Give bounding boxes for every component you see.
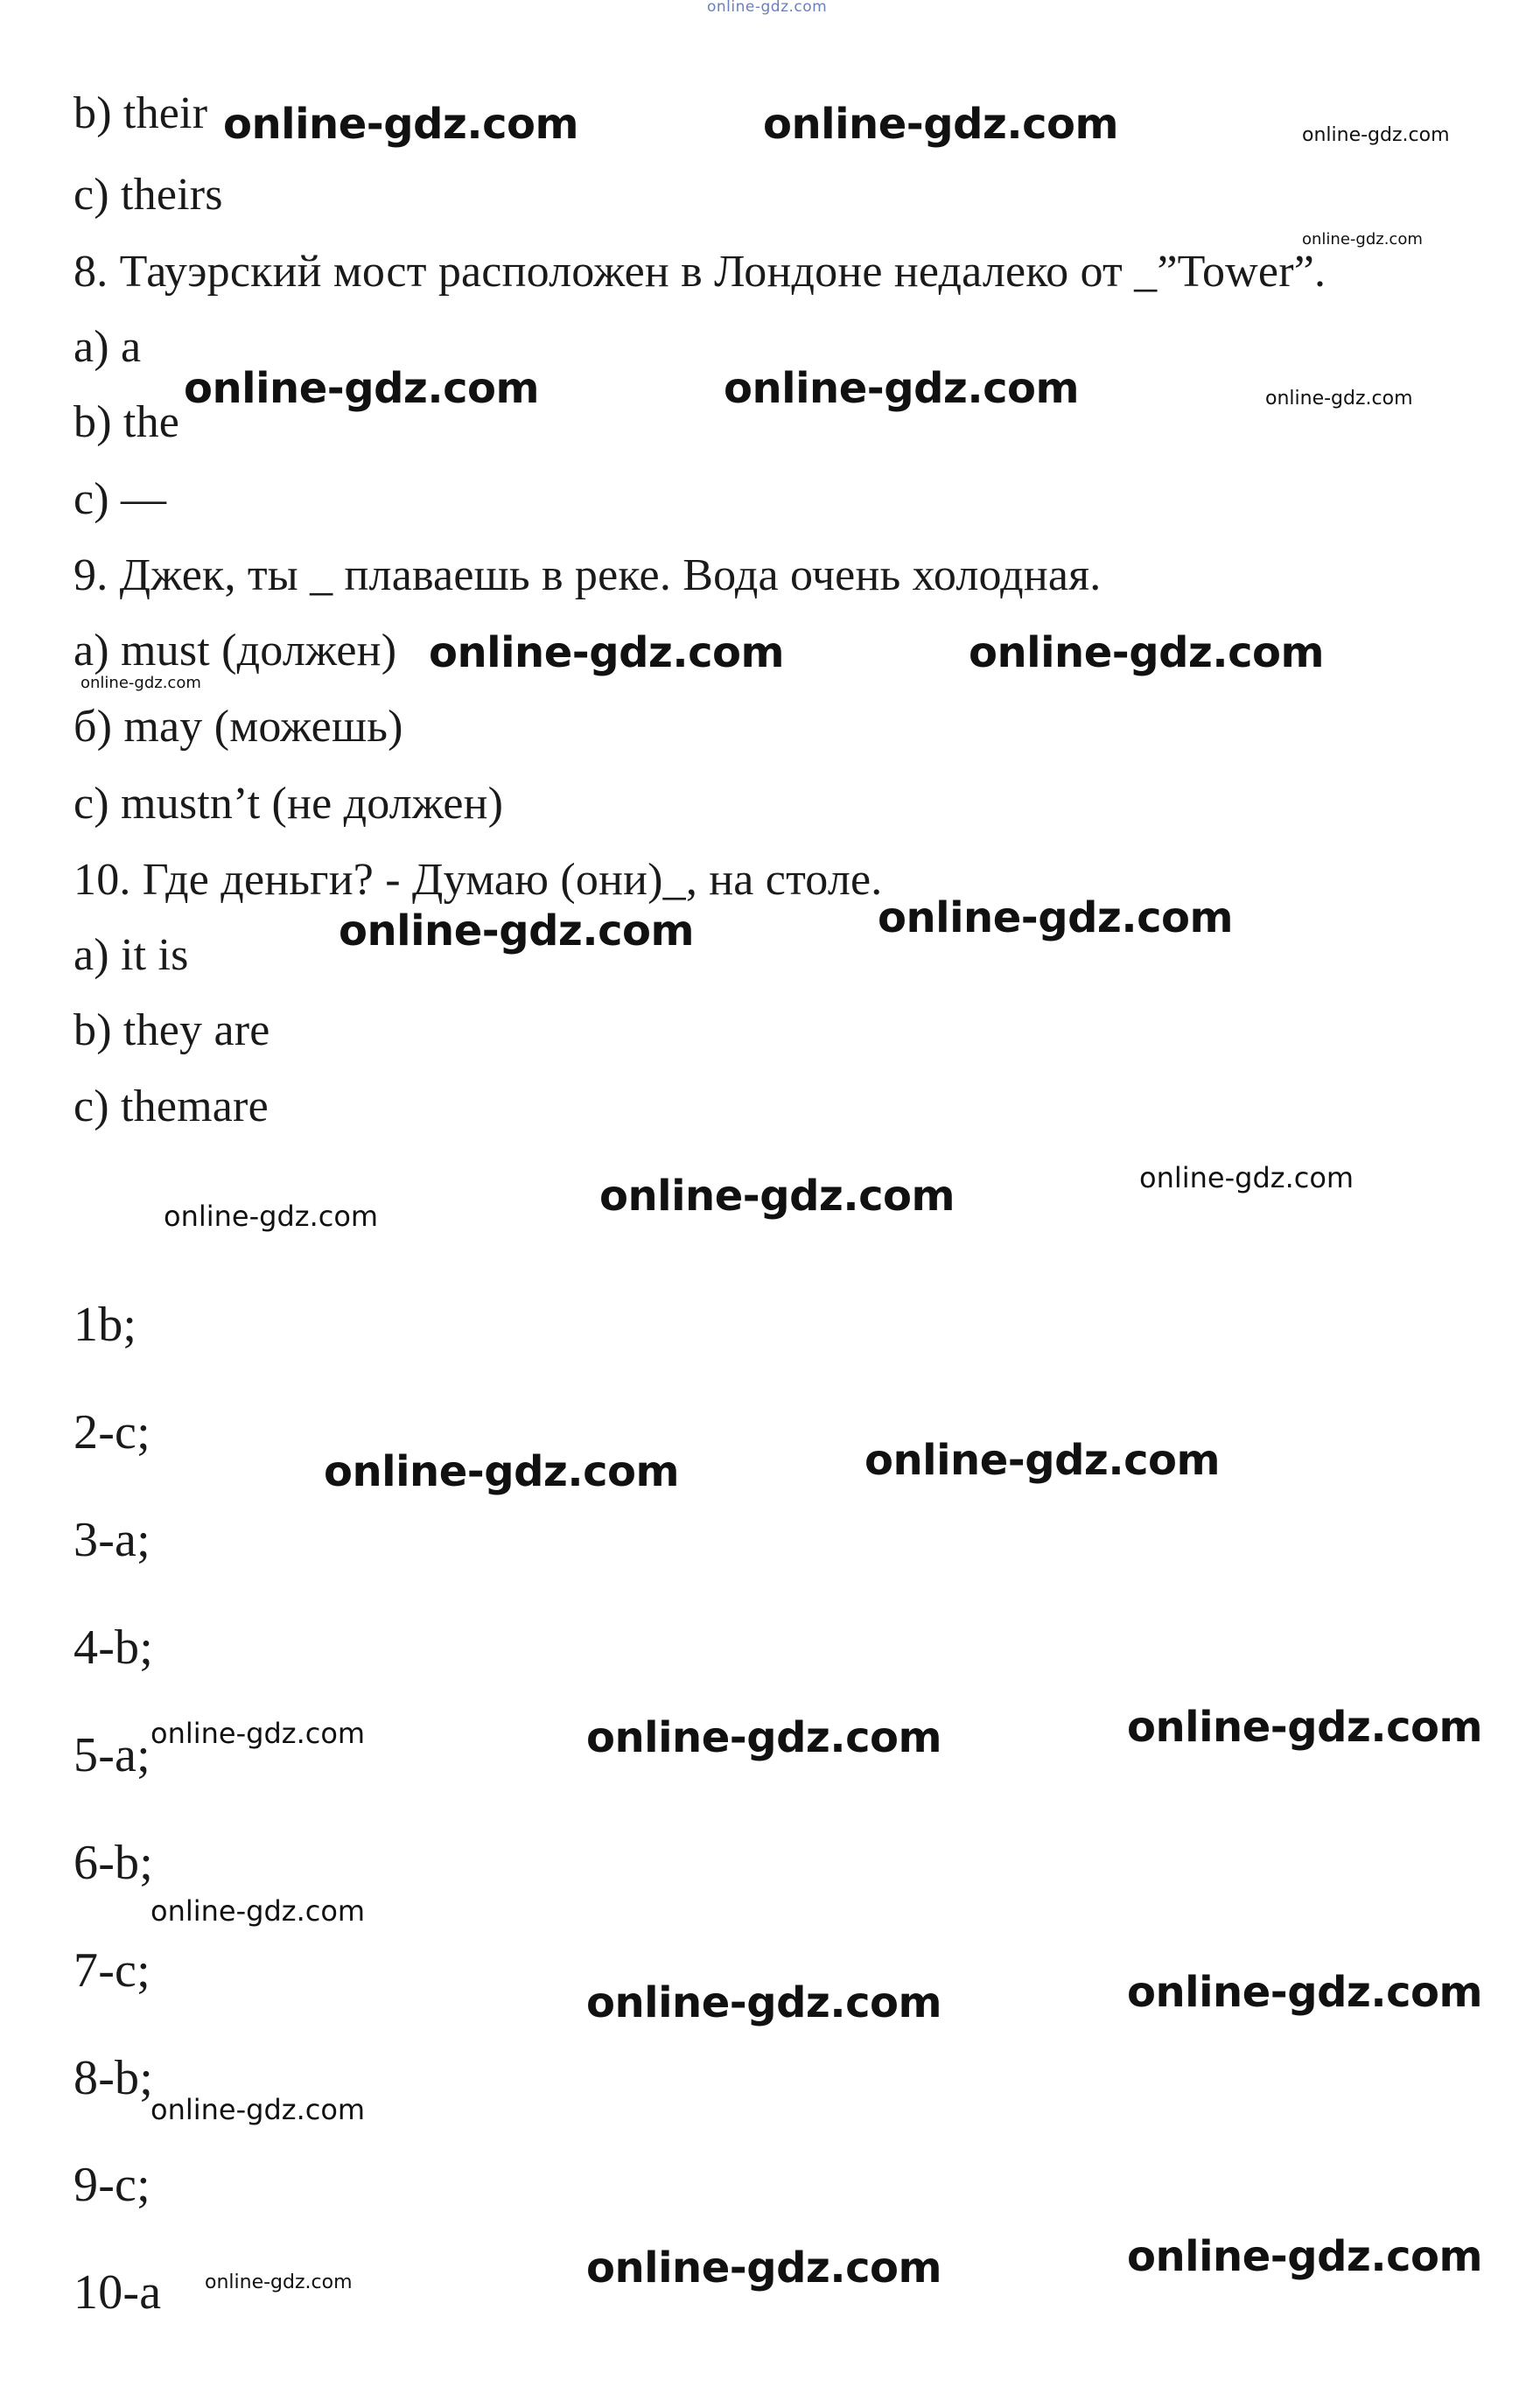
watermark: online-gdz.com	[339, 906, 695, 956]
watermark: online-gdz.com	[763, 100, 1119, 149]
watermark: online-gdz.com	[429, 628, 785, 677]
question-8: 8. Тауэрский мост расположен в Лондоне недалеко от _”Tower”.	[74, 247, 1326, 297]
watermark: online-gdz.com	[1265, 388, 1413, 410]
watermark: online-gdz.com	[205, 2272, 353, 2293]
watermark: online-gdz.com	[150, 1894, 366, 1928]
watermark: online-gdz.com	[150, 1717, 366, 1750]
answer-8: 8-b;	[74, 2051, 154, 2105]
answer-1: 1b;	[74, 1298, 137, 1352]
question-10: 10. Где деньги? - Думаю (они)_, на столе.	[74, 855, 883, 905]
watermark: online-gdz.com	[1139, 1161, 1354, 1194]
option-7c: c) theirs	[74, 170, 223, 220]
watermark: online-gdz.com	[1127, 1703, 1483, 1752]
watermark: online-gdz.com	[223, 100, 579, 149]
answer-5: 5-a;	[74, 1728, 150, 1782]
answer-4: 4-b;	[74, 1620, 154, 1675]
option-9a: a) must (должен)	[74, 626, 397, 676]
option-8a: a) a	[74, 322, 142, 372]
option-9b: б) may (можешь)	[74, 702, 403, 752]
watermark: online-gdz.com	[878, 893, 1234, 942]
option-10b: b) they are	[74, 1005, 270, 1055]
option-8c: c) —	[74, 474, 167, 524]
watermark: online-gdz.com	[150, 2093, 366, 2126]
watermark: online-gdz.com	[864, 1436, 1221, 1485]
option-10c: c) themare	[74, 1082, 269, 1131]
option-9c: c) mustn’t (не должен)	[74, 779, 504, 829]
answer-3: 3-a;	[74, 1513, 150, 1567]
watermark: online-gdz.com	[969, 628, 1325, 677]
watermark: online-gdz.com	[1127, 1968, 1483, 2017]
watermark: online-gdz.com	[80, 674, 201, 692]
watermark: online-gdz.com	[164, 1200, 379, 1233]
watermark: online-gdz.com	[599, 1172, 956, 1221]
watermark: online-gdz.com	[1302, 230, 1423, 248]
watermark: online-gdz.com	[184, 364, 540, 413]
answer-2: 2-c;	[74, 1405, 150, 1460]
watermark: online-gdz.com	[586, 2244, 942, 2292]
header-watermark: online-gdz.com	[707, 0, 828, 16]
answer-10: 10-a	[74, 2265, 162, 2320]
watermark: online-gdz.com	[324, 1447, 680, 1496]
answer-7: 7-c;	[74, 1943, 150, 1998]
question-9: 9. Джек, ты _ плаваешь в реке. Вода очень холодная.	[74, 550, 1102, 600]
option-8b: b) the	[74, 397, 180, 447]
watermark: online-gdz.com	[586, 1978, 942, 2027]
answer-6: 6-b;	[74, 1836, 154, 1890]
option-10a: a) it is	[74, 930, 189, 980]
watermark: online-gdz.com	[1302, 124, 1450, 146]
watermark: online-gdz.com	[1127, 2232, 1483, 2281]
watermark: online-gdz.com	[586, 1713, 942, 1762]
watermark: online-gdz.com	[724, 364, 1080, 413]
option-7b: b) their	[74, 88, 208, 138]
answer-9: 9-c;	[74, 2158, 150, 2212]
